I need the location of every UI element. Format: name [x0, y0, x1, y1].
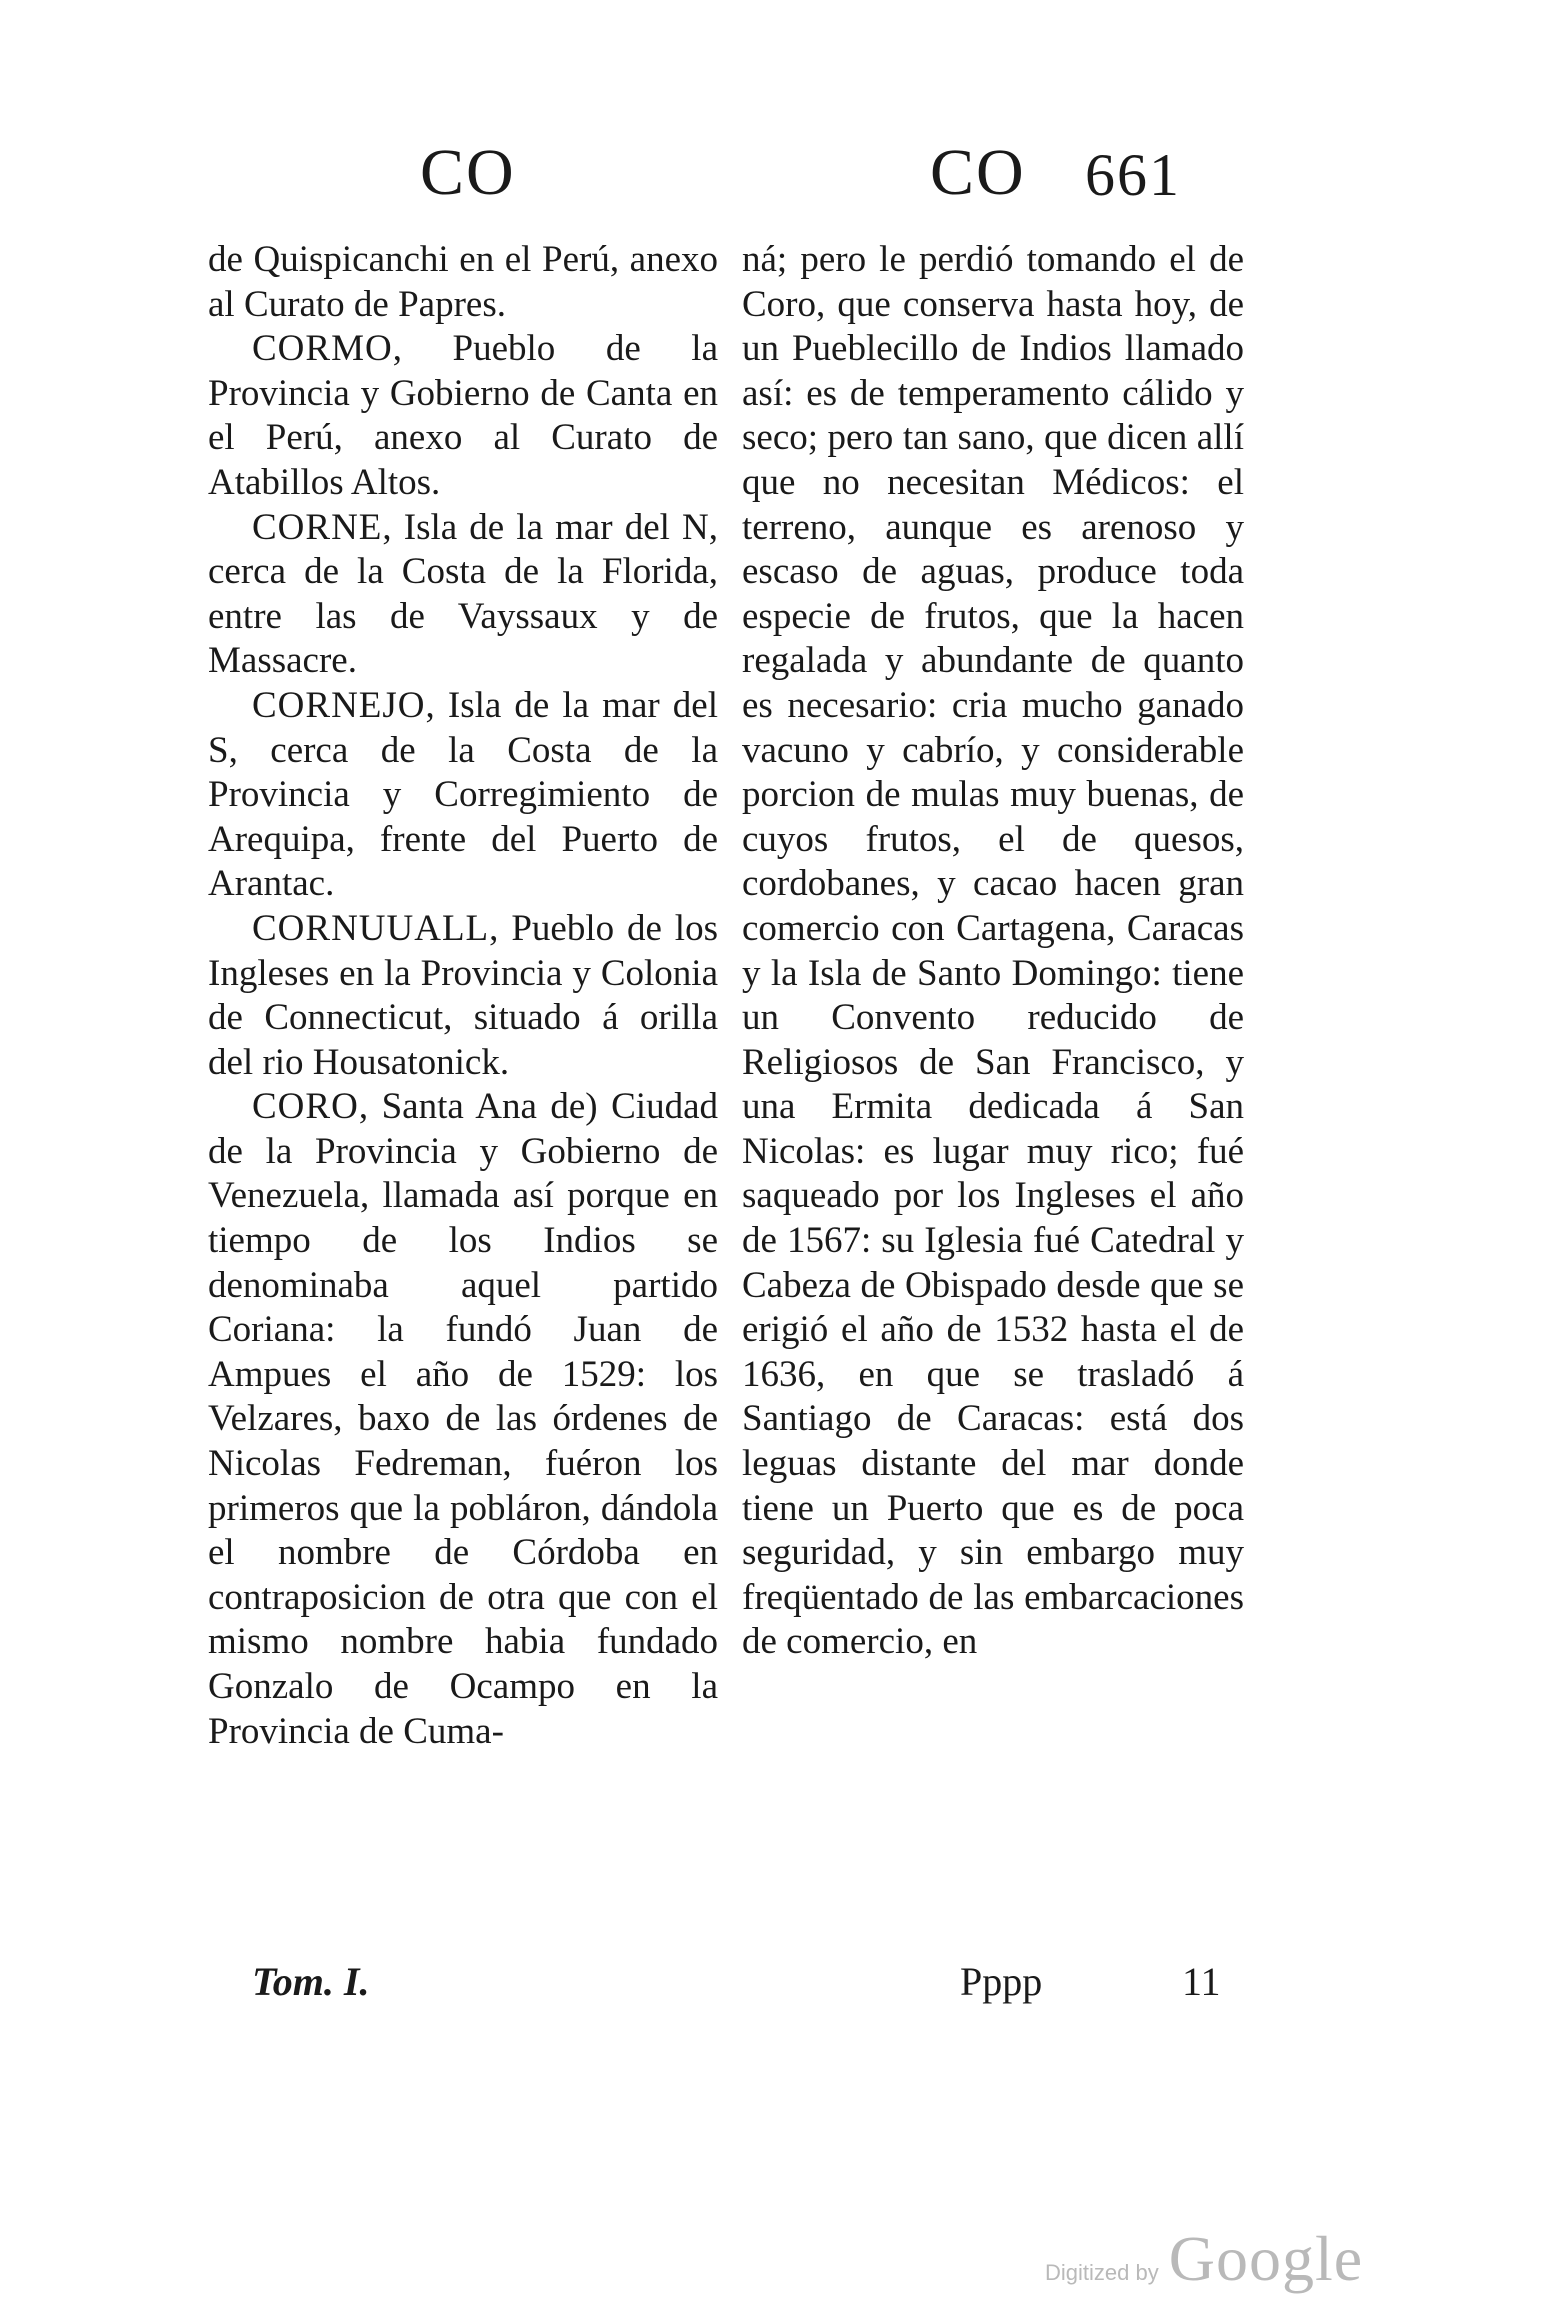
page-number: 661 [1085, 142, 1181, 208]
catchword: 11 [1182, 1959, 1221, 2004]
signature-mark: Pppp [960, 1959, 1043, 2004]
dictionary-entry [208, 1085, 718, 1754]
watermark-prefix: Digitized by [1045, 2260, 1159, 2285]
entry-text: , Pueblo de los Ingleses en la Provincia y Colonia de Connecticut, situado á orilla del rio Housatonick. [208, 907, 718, 1083]
entry-text: , Pueblo de la Provincia y Gobierno de Canta en el Perú, anexo al Curato de Atabillos Altos. [208, 328, 718, 503]
dictionary-entry [208, 684, 718, 907]
right-text-column [742, 238, 1244, 1665]
digitized-by-google-watermark [1045, 2222, 1363, 2296]
entry-text: , Isla de la mar del S, cerca de la Costa de la Provincia y Corregimiento de Arequipa, frente del Puerto de Arantac. [208, 684, 718, 905]
entry-headword: CORNUUALL [252, 907, 490, 949]
entry-headword: CORMO [252, 328, 393, 370]
google-logo: Google [1168, 2223, 1364, 2294]
entry-text: , Isla de la mar del N, cerca de la Costa de la Florida, entre las de Vayssaux y de Massacre. [208, 506, 718, 682]
running-head-right: CO [930, 136, 1026, 209]
entry-text: , Santa Ana de) Ciudad de la Provincia y Gobierno de Venezuela, llamada así porque en tiempo de los Indios se denominaba aquel partido Coriana: la fundó Juan de Ampues el año de 1529: los Velzares, baxo de las órdenes de Nicolas Fedreman, fuéron los primeros que la pobláron, dándola el nombre de Córdoba en contraposicion de otra que con el mismo nombre habia fundado Gonzalo de Ocampo en la Provincia de Cuma- [208, 1086, 718, 1752]
volume-mark: Tom. I. [252, 1959, 370, 2004]
entry-continuation: ná; pero le perdió tomando el de Coro, que conserva hasta hoy, de un Pueblecillo de Indios llamado así: es de temperamento cálido y seco; pero tan sano, que dicen allí que no necesitan Médicos: el terreno, aunque es arenoso y escaso de aguas, produce toda especie de frutos, que la hacen regalada y abundante de quanto es necesario: cria mucho ganado vacuno y cabrío, y considerable porcion de mulas muy buenas, de cuyos frutos, el de quesos, cordobanes, y cacao hacen gran comercio con Cartagena, Caracas y la Isla de Santo Domingo: tiene un Convento reducido de Religiosos de San Francisco, y una Ermita dedicada á San Nicolas: es lugar muy rico; fué saqueado por los Ingleses el año de 1567: su Iglesia fué Catedral y Cabeza de Obispado desde que se erigió el año de 1532 hasta el de 1636, en que se trasladó á Santiago de Caracas: está dos leguas distante del mar donde tiene un Puerto que es de poca seguridad, y sin embargo muy freqüentado de las embarcaciones de comercio, en [742, 239, 1244, 1663]
entry-headword: CORO [252, 1086, 359, 1128]
dictionary-entry [208, 327, 718, 505]
entry-headword: CORNEJO [252, 684, 426, 726]
entry-continuation: de Quispicanchi en el Perú, anexo al Curato de Papres. [208, 239, 718, 325]
running-head-left: CO [420, 136, 516, 209]
left-text-column [208, 238, 718, 1754]
dictionary-entry [208, 506, 718, 684]
dictionary-entry [208, 907, 718, 1085]
entry-headword: CORNE [252, 506, 383, 548]
